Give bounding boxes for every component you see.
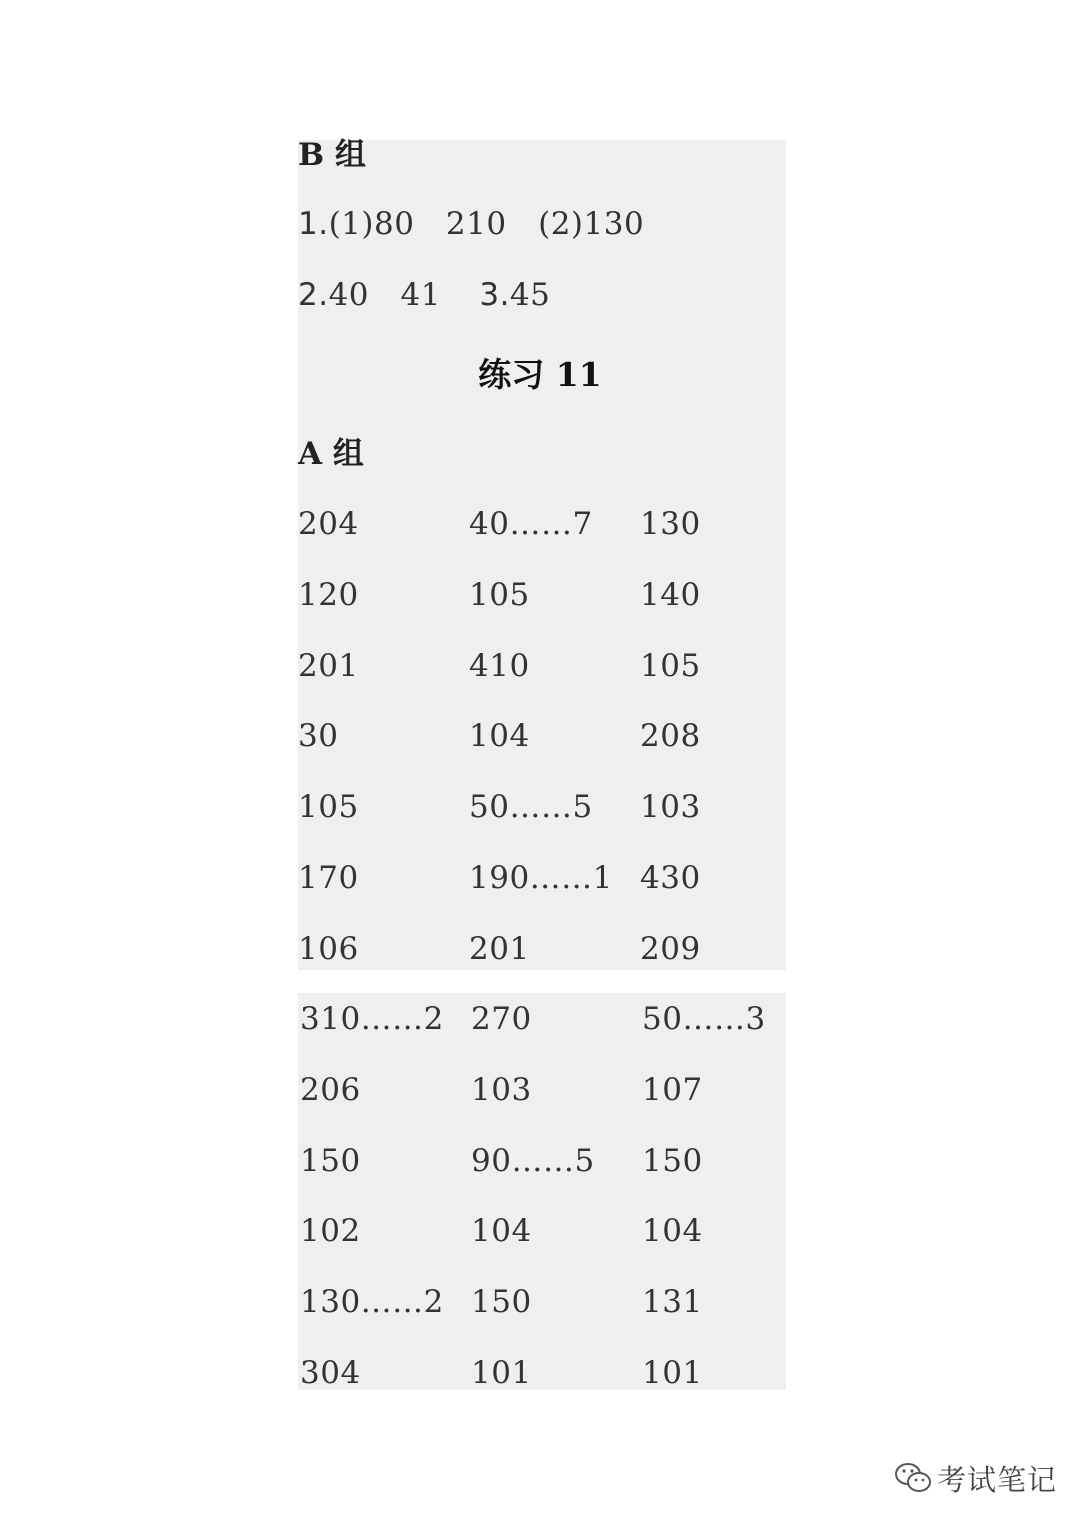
table-cell: 170 — [298, 860, 359, 896]
table-cell: 101 — [471, 1355, 532, 1391]
table-cell: 105 — [469, 577, 530, 613]
table-cell: 201 — [298, 648, 359, 684]
table-cell: 104 — [642, 1213, 703, 1249]
table-cell: 410 — [469, 648, 530, 684]
answer-text: 40 41 — [328, 277, 441, 313]
exercise-title: 练习 11 — [478, 355, 602, 394]
table-cell: 103 — [640, 789, 701, 825]
section-b-heading: B 组 — [298, 137, 366, 173]
table-cell: 105 — [298, 789, 359, 825]
table-cell: 30 — [298, 718, 339, 754]
answer-line-1 — [298, 206, 645, 242]
table-cell: 304 — [300, 1355, 361, 1391]
table-cell: 209 — [640, 931, 701, 967]
table-row — [300, 1213, 788, 1252]
table-cell: 150 — [642, 1143, 703, 1179]
table-cell: 120 — [298, 577, 359, 613]
table-row — [298, 506, 786, 545]
table-cell: 150 — [471, 1284, 532, 1320]
content-panel-bottom — [298, 993, 786, 1390]
answer-text: 45 — [509, 277, 551, 313]
answer-number: 1. — [298, 206, 329, 242]
table-cell: 105 — [640, 648, 701, 684]
table-cell: 270 — [471, 1001, 532, 1037]
answer-text: (1)80 210 (2)130 — [328, 206, 645, 242]
table-row — [300, 1284, 788, 1323]
table-cell: 150 — [300, 1143, 361, 1179]
table-row — [298, 577, 786, 616]
answer-number: 3. — [479, 277, 510, 313]
table-cell: 206 — [300, 1072, 361, 1108]
section-a-heading: A 组 — [298, 436, 364, 472]
table-cell: 130……2 — [300, 1284, 444, 1320]
table-row — [298, 789, 786, 828]
table-cell: 104 — [469, 718, 530, 754]
table-row — [300, 1001, 788, 1040]
table-cell: 90……5 — [471, 1143, 595, 1179]
table-cell: 104 — [471, 1213, 532, 1249]
table-cell: 204 — [298, 506, 359, 542]
table-row — [298, 860, 786, 899]
table-cell: 208 — [640, 718, 701, 754]
table-row — [298, 648, 786, 687]
table-cell: 103 — [471, 1072, 532, 1108]
table-row — [298, 718, 786, 757]
table-cell: 430 — [640, 860, 701, 896]
table-cell: 201 — [469, 931, 530, 967]
table-cell: 101 — [642, 1355, 703, 1391]
table-cell: 190……1 — [469, 860, 613, 896]
table-cell: 50……5 — [469, 789, 593, 825]
watermark — [893, 1458, 1057, 1498]
answer-line-2 — [298, 277, 551, 313]
table-cell: 106 — [298, 931, 359, 967]
answer-number: 2. — [298, 277, 329, 313]
table-row — [298, 931, 786, 970]
table-cell: 131 — [642, 1284, 703, 1320]
table-cell: 107 — [642, 1072, 703, 1108]
table-cell: 130 — [640, 506, 701, 542]
wechat-icon — [893, 1460, 933, 1496]
table-cell: 40……7 — [469, 506, 593, 542]
table-row — [300, 1072, 788, 1111]
table-row — [300, 1143, 788, 1182]
table-cell: 102 — [300, 1213, 361, 1249]
table-row — [300, 1355, 788, 1394]
watermark-text: 考试笔记 — [937, 1462, 1058, 1497]
table-cell: 140 — [640, 577, 701, 613]
table-cell: 310……2 — [300, 1001, 444, 1037]
table-cell: 50……3 — [642, 1001, 766, 1037]
content-panel-top — [298, 137, 786, 970]
